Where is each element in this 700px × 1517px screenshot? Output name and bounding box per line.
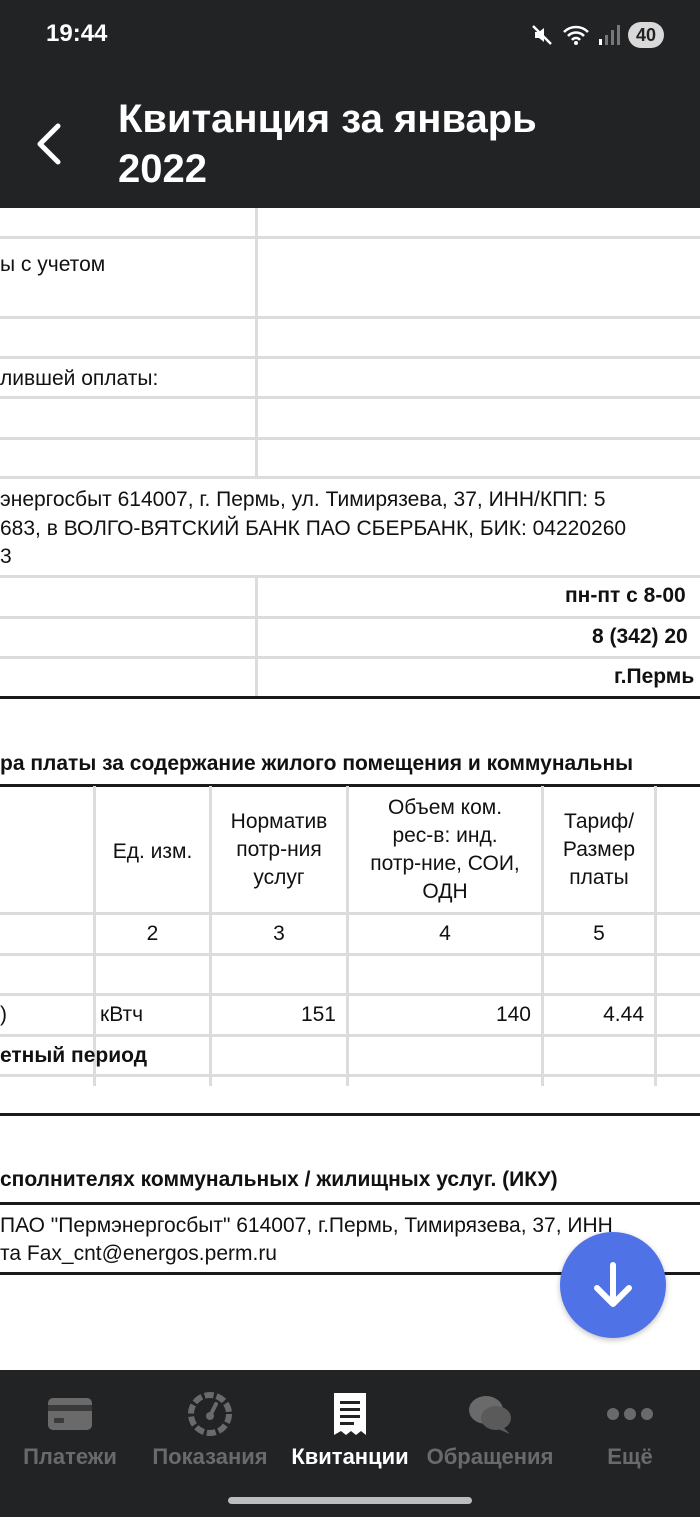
card-icon	[46, 1392, 94, 1436]
back-button[interactable]	[30, 118, 70, 170]
table-top-border	[0, 784, 700, 787]
col-number: 3	[273, 922, 285, 945]
mute-icon	[530, 23, 554, 47]
row-divider	[0, 437, 700, 440]
column-divider	[255, 575, 258, 697]
row-volume: 140	[495, 1003, 531, 1026]
tab-receipts[interactable]	[285, 1370, 415, 1480]
period-label: етный период	[0, 1044, 148, 1067]
row-divider	[0, 616, 700, 619]
recipient-line: 3	[0, 545, 12, 568]
header-line: платы	[569, 866, 629, 889]
row-divider	[0, 1034, 700, 1037]
status-icons	[530, 22, 664, 48]
bottom-tab-bar	[0, 1370, 700, 1517]
wifi-icon	[562, 23, 590, 47]
section-divider	[0, 696, 700, 699]
header-line: Норматив	[230, 810, 328, 833]
row-divider	[0, 476, 700, 479]
download-button[interactable]	[560, 1232, 666, 1338]
status-time: 19:44	[46, 20, 108, 47]
chat-icon	[466, 1392, 514, 1436]
row-divider	[0, 953, 700, 956]
header-line: Тариф/	[563, 810, 635, 833]
iku-line: ПАО "Пермэнергосбыт" 614007, г.Пермь, Тимирязева, 37, ИНН	[0, 1214, 613, 1237]
col-header-unit: Ед. изм.	[112, 840, 193, 863]
iku-email: та Fax_cnt@energos.perm.ru	[0, 1242, 277, 1265]
header-line: Объем ком.	[387, 796, 503, 819]
col-header-norm	[212, 808, 346, 892]
row-service-name: )	[0, 1003, 7, 1026]
app-header	[0, 0, 700, 208]
page-title-line2: 2022	[118, 147, 207, 191]
col-header-tariff	[544, 808, 654, 892]
office-hours: пн-пт с 8-00	[565, 584, 686, 607]
row-norm: 151	[300, 1003, 336, 1026]
more-icon	[606, 1392, 654, 1436]
row-account-label: ы с учетом	[0, 253, 106, 276]
tab-more[interactable]	[575, 1370, 685, 1480]
office-phone: 8 (342) 20	[592, 625, 688, 648]
tab-payments[interactable]	[10, 1370, 130, 1480]
page-title	[118, 94, 678, 194]
row-tariff: 4.44	[603, 1003, 644, 1026]
tab-label: Ещё	[607, 1444, 653, 1469]
row-divider	[0, 236, 700, 239]
col-number: 4	[439, 922, 451, 945]
section-title: ра платы за содержание жилого помещения и коммунальны	[0, 752, 634, 775]
page-title-line1: Квитанция за январь	[118, 97, 537, 141]
row-divider	[0, 396, 700, 399]
tab-label: Квитанции	[291, 1444, 409, 1469]
row-divider	[0, 575, 700, 578]
recipient-line: энергосбыт 614007, г. Пермь, ул. Тимирязева, 37, ИНН/КПП: 5	[0, 488, 606, 511]
receipt-document[interactable]	[0, 208, 700, 1370]
column-divider	[654, 786, 657, 1086]
tab-requests[interactable]	[420, 1370, 560, 1480]
row-divider	[0, 1074, 700, 1077]
row-last-payment-label: лившей оплаты:	[0, 367, 159, 390]
office-city: г.Пермь	[614, 665, 695, 688]
gauge-icon	[186, 1392, 234, 1436]
row-divider	[0, 316, 700, 319]
recipient-line: 683, в ВОЛГО-ВЯТСКИЙ БАНК ПАО СБЕРБАНК, БИК: 04220260	[0, 517, 627, 540]
battery-indicator: 40	[628, 22, 664, 48]
col-header-volume	[349, 794, 541, 906]
col-number: 5	[593, 922, 605, 945]
iku-section-title: сполнителях коммунальных / жилищных услуг. (ИКУ)	[0, 1168, 558, 1191]
header-line: Размер	[562, 838, 636, 861]
arrow-down-icon	[585, 1257, 641, 1313]
tab-label: Показания	[152, 1444, 268, 1469]
col-number: 2	[146, 922, 159, 945]
home-indicator[interactable]	[228, 1497, 472, 1504]
row-unit: кВтч	[100, 1003, 144, 1026]
tab-label: Платежи	[23, 1444, 117, 1469]
header-line: услуг	[253, 866, 305, 889]
row-divider	[0, 656, 700, 659]
receipt-icon	[330, 1392, 370, 1436]
table-bottom-border	[0, 1113, 700, 1116]
header-line: потр-ния	[236, 838, 322, 861]
tab-readings[interactable]	[140, 1370, 280, 1480]
row-divider	[0, 912, 700, 915]
row-divider	[0, 993, 700, 996]
tab-label: Обращения	[426, 1444, 554, 1469]
row-divider	[0, 356, 700, 359]
header-line: потр-ние, СОИ,	[370, 852, 520, 875]
header-line: ОДН	[422, 880, 468, 903]
chevron-left-icon	[30, 118, 70, 170]
section-divider	[0, 1202, 700, 1205]
header-line: рес-в: инд.	[392, 824, 498, 847]
signal-icon	[598, 24, 620, 46]
column-divider	[255, 208, 258, 476]
